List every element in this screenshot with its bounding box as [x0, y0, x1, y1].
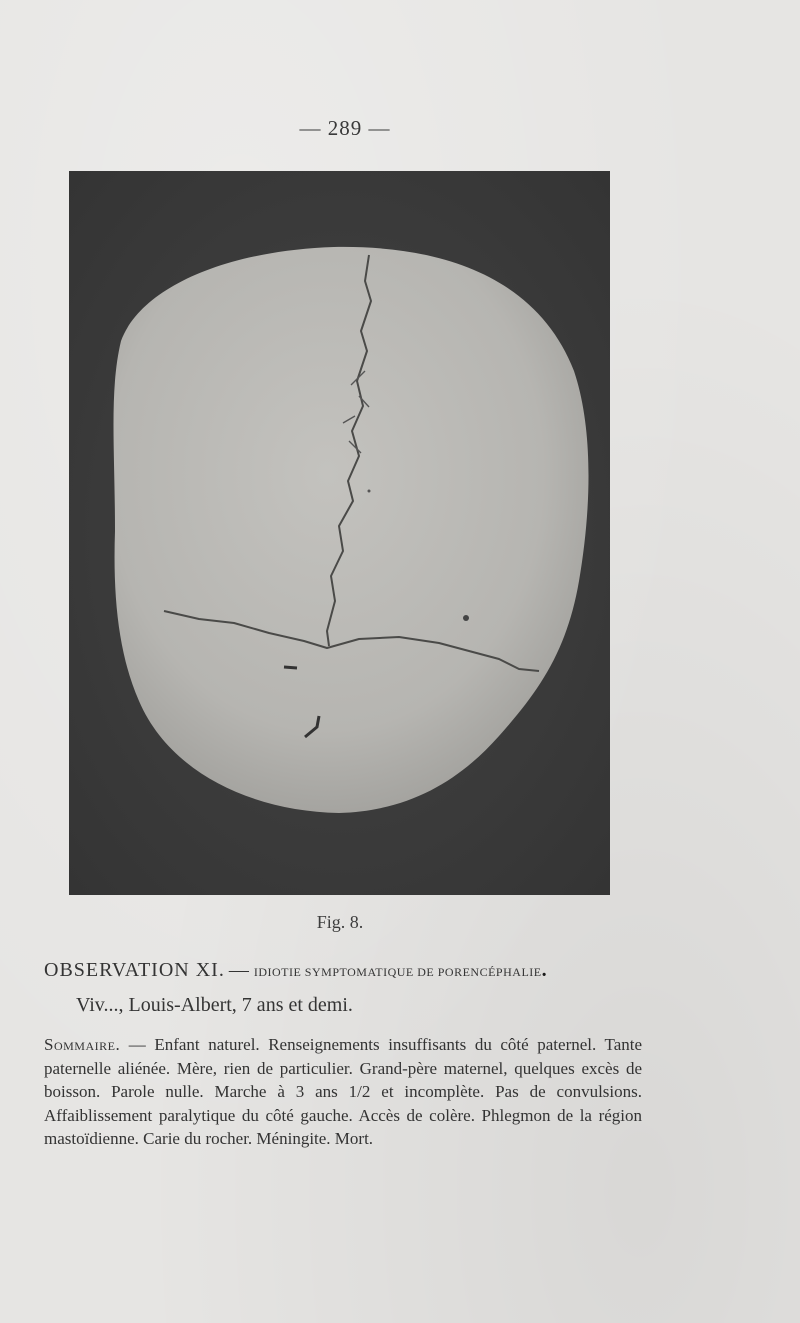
observation-heading: [44, 959, 764, 982]
summary-text: Enfant naturel. Renseignements insuffisants du côté paternel. Tante paternelle aliénée. Mère, rien de particulier. Grand-père maternel, quelques excès de boisson. Parole nulle. Marche à 3 ans 1/2 et incomplète. Pas de convulsions. Affaiblissement paralytique du côté gauche. Accès de colère. Phlegmon de la région mastoïdienne. Carie du rocher. Méningite. Mort.: [44, 1035, 643, 1148]
observation-title: OBSERVATION XI.: [44, 959, 225, 981]
observation-subtitle: IDIOTIE SYMPTOMATIQUE DE PORENCÉPHALIE: [253, 965, 542, 979]
summary-paragraph: [44, 1033, 642, 1151]
summary-dash: —: [128, 1035, 146, 1054]
skull-photograph: [69, 171, 610, 895]
patient-line: Viv..., Louis-Albert, 7 ans et demi.: [76, 994, 353, 1016]
skull-photograph-plate: [69, 171, 610, 895]
figure-caption: Fig. 8.: [316, 912, 364, 932]
observation-separator: —: [228, 959, 250, 981]
summary-label: Sommaire.: [44, 1035, 121, 1054]
observation-end-mark: .: [541, 959, 547, 981]
page-number: — 289 —: [299, 116, 391, 140]
skull-mark: [284, 667, 297, 668]
